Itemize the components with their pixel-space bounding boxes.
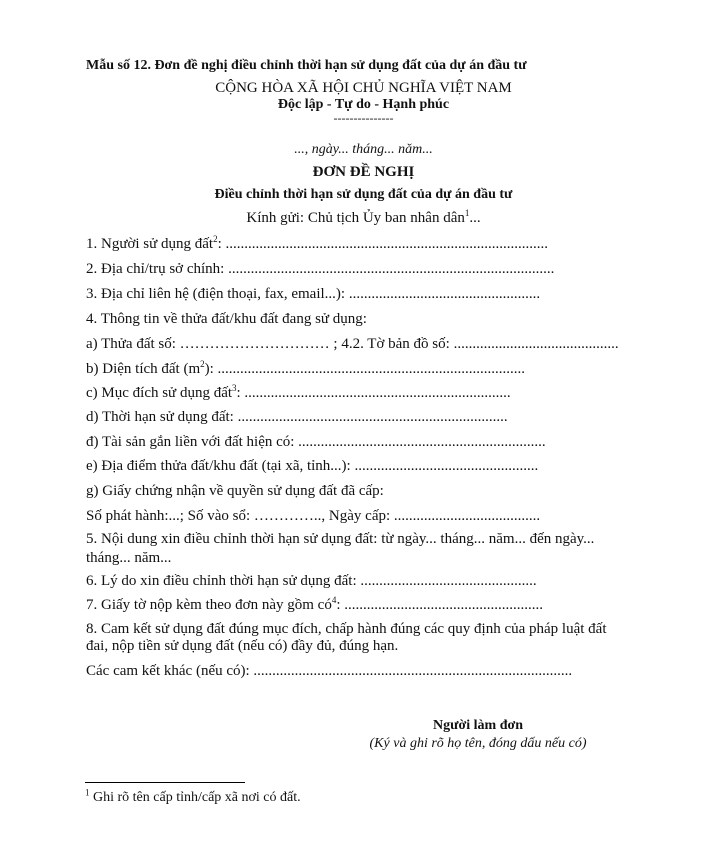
item-8-commitment-line2: đai, nộp tiền sử dụng đất (nếu có) đầy đủ, đúng hạn. — [86, 638, 399, 654]
item-7-text: 7. Giấy tờ nộp kèm theo đơn này gồm có — [86, 597, 332, 613]
item-2-address: 2. Địa chỉ/trụ sở chính: ....................................................................................... — [86, 261, 555, 277]
item-3-contact: 3. Địa chỉ liên hệ (điện thoại, fax, email...): ................................................... — [86, 286, 541, 302]
item-4b-area — [86, 361, 525, 378]
item-4b-text: b) Diện tích đất (m — [86, 361, 201, 377]
footnote — [85, 787, 301, 806]
other-commitments: Các cam kết khác (nếu có): ..................................................................................... — [86, 663, 573, 679]
item-6-reason: 6. Lý do xin điều chỉnh thời hạn sử dụng đất: ............................................... — [86, 573, 537, 589]
footnote-mark: 1 — [85, 787, 90, 798]
item-4c-tail: : ....................................................................... — [236, 385, 511, 401]
signer-note: (Ký và ghi rõ họ tên, đóng dấu nếu có) — [369, 736, 587, 751]
recipient-text: Kính gửi: Chủ tịch Ủy ban nhân dân — [246, 210, 465, 226]
form-title: Mẫu số 12. Đơn đề nghị điều chỉnh thời hạn sử dụng đất của dự án đầu tư — [86, 58, 527, 73]
nation-header: CỘNG HÒA XÃ HỘI CHỦ NGHĨA VIỆT NAM — [215, 80, 512, 96]
document-heading: ĐƠN ĐỀ NGHỊ — [312, 164, 415, 180]
signer-title: Người làm đơn — [432, 718, 524, 733]
item-7-attachments — [86, 597, 543, 614]
item-4b-tail: ): .................................................................................. — [204, 361, 526, 377]
recipient-line — [0, 210, 727, 227]
item-4dd-assets: đ) Tài sản gắn liền với đất hiện có: .................................................................. — [86, 434, 546, 450]
header-divider: --------------- — [333, 111, 394, 125]
recipient-tail: ... — [469, 210, 481, 226]
item-4-land-info: 4. Thông tin về thửa đất/khu đất đang sử dụng: — [86, 311, 367, 327]
item-5-request-line1: 5. Nội dung xin điều chỉnh thời hạn sử dụng đất: từ ngày... tháng... năm... đến ngày... — [86, 531, 595, 547]
date-line: ..., ngày... tháng... năm... — [294, 142, 433, 157]
item-4g-certificate: g) Giấy chứng nhận về quyền sử dụng đất đã cấp: — [86, 483, 384, 499]
item-4d-term: d) Thời hạn sử dụng đất: ........................................................................ — [86, 409, 508, 425]
item-1-tail: : ...................................................................................... — [217, 236, 549, 252]
item-4c-footnote-mark: 3 — [232, 383, 237, 393]
item-1-footnote-mark: 2 — [213, 234, 218, 244]
item-7-footnote-mark: 4 — [331, 595, 337, 605]
document-subheading: Điều chỉnh thời hạn sử dụng đất của dự án đầu tư — [214, 187, 513, 202]
footnote-separator — [85, 782, 245, 783]
item-7-tail: : ..................................................... — [336, 597, 543, 613]
item-4a-parcel: a) Thửa đất số: ………………………… ; 4.2. Tờ bản đồ số: ............................................ — [86, 336, 619, 352]
motto: Độc lập - Tự do - Hạnh phúc — [277, 97, 450, 112]
item-5-request-line2: tháng... năm... — [86, 550, 172, 566]
item-4e-location: e) Địa điểm thửa đất/khu đất (tại xã, tỉnh...): ................................................. — [86, 458, 539, 474]
item-4c-purpose — [86, 385, 511, 402]
footnote-text: Ghi rõ tên cấp tỉnh/cấp xã nơi có đất. — [89, 790, 301, 805]
item-8-commitment-line1: 8. Cam kết sử dụng đất đúng mục đích, chấp hành đúng các quy định của pháp luật đất — [86, 621, 607, 637]
item-4c-text: c) Mục đích sử dụng đất — [86, 385, 233, 401]
item-4g-certificate-detail: Số phát hành:...; Số vào sổ: ………….., Ngày cấp: ....................................... — [86, 508, 541, 524]
recipient-footnote-mark: 1 — [464, 208, 470, 218]
item-1-user — [86, 236, 548, 253]
item-4b-superscript: 2 — [200, 359, 205, 369]
item-1-text: 1. Người sử dụng đất — [86, 236, 214, 252]
